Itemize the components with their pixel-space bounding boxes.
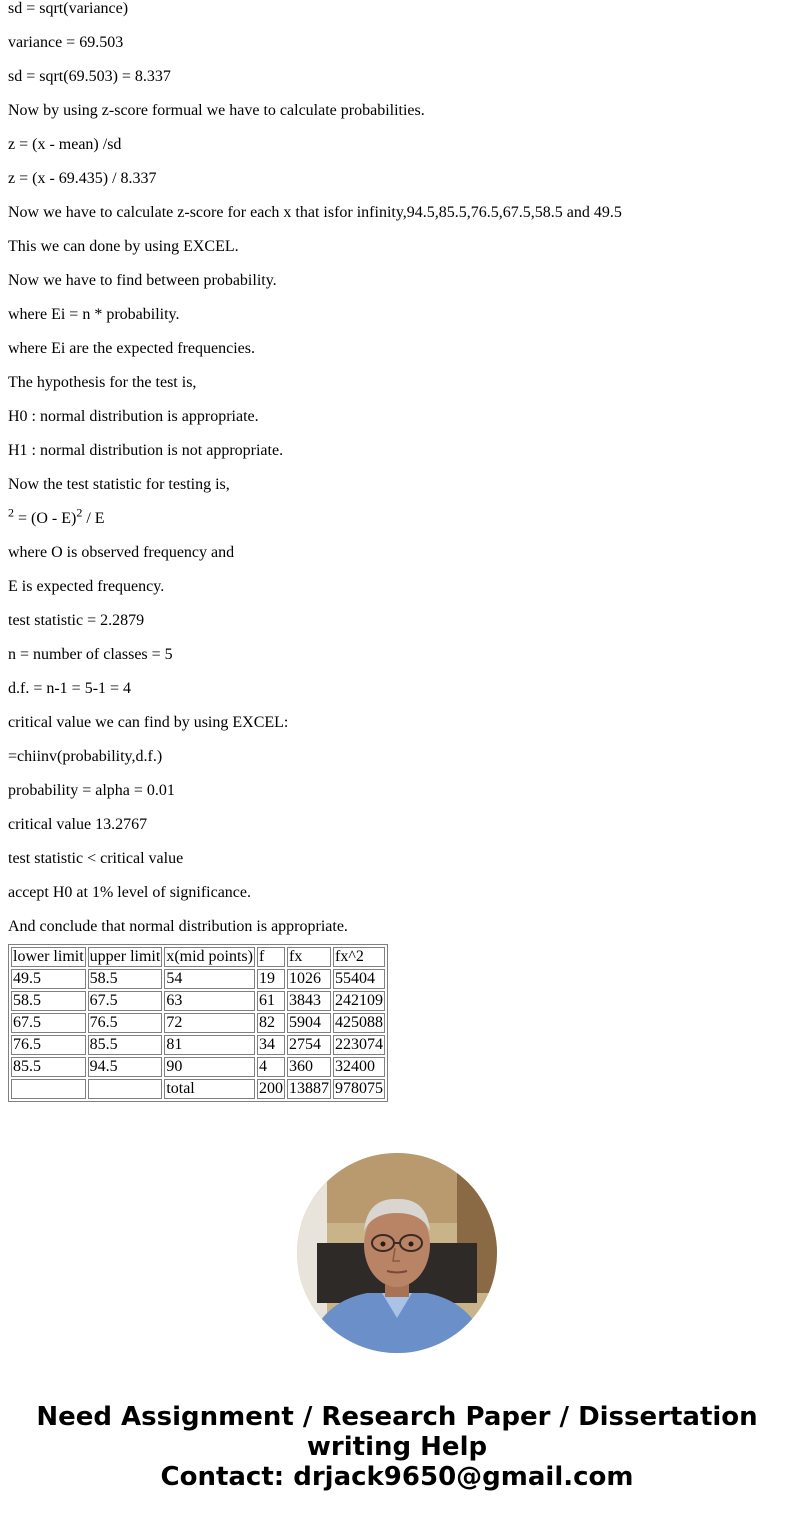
text-line: Now we have to calculate z-score for each x that isfor infinity,94.5,85.5,76.5,67.5,58.5 and 49.5	[8, 204, 622, 221]
table-cell: 81	[164, 1035, 255, 1055]
text-line: The hypothesis for the test is,	[8, 374, 197, 391]
formula-superscript-1: 2	[8, 505, 14, 520]
text-line: where O is observed frequency and	[8, 544, 235, 561]
table-cell: 360	[287, 1057, 331, 1077]
table-cell: 34	[257, 1035, 285, 1055]
table-header-cell: fx	[287, 947, 331, 967]
text-line: d.f. = n-1 = 5-1 = 4	[8, 680, 132, 697]
text-line: test statistic = 2.2879	[8, 612, 145, 629]
table-cell: 85.5	[11, 1057, 86, 1077]
text-line: where Ei are the expected frequencies.	[8, 340, 255, 357]
formula-middle: = (O - E)	[14, 510, 77, 527]
table-row	[11, 1079, 385, 1099]
table-header-row	[11, 947, 385, 967]
table-cell: 67.5	[11, 1013, 86, 1033]
table-cell: 3843	[287, 991, 331, 1011]
table-row	[11, 969, 385, 989]
table-cell: 425088	[334, 1014, 383, 1031]
table-cell: 1026	[287, 969, 331, 989]
table-cell: 200	[258, 1080, 283, 1097]
chi-square-formula	[8, 505, 786, 544]
table-row	[11, 1057, 385, 1077]
table-row	[11, 1035, 385, 1055]
table-cell: 55404	[333, 969, 385, 989]
table-cell: 76.5	[88, 1013, 163, 1033]
text-line: E is expected frequency.	[8, 578, 165, 595]
text-line: accept H0 at 1% level of significance.	[8, 884, 251, 901]
table-cell: 242109	[334, 992, 383, 1009]
table-cell: 58.5	[88, 969, 163, 989]
footer-contact: Contact: drjack9650@gmail.com	[160, 1462, 634, 1492]
text-line: H0 : normal distribution is appropriate.	[8, 408, 259, 425]
text-line: Now by using z-score formual we have to calculate probabilities.	[8, 102, 425, 119]
solution-body	[8, 0, 786, 1102]
solution-lines-part2	[8, 544, 786, 952]
table-cell: 223074	[334, 1036, 383, 1053]
table-header-cell: upper limit	[89, 948, 161, 965]
table-cell: 90	[164, 1057, 255, 1077]
solution-lines-part1	[8, 0, 786, 510]
text-line: And conclude that normal distribution is appropriate.	[8, 918, 348, 935]
table-row	[11, 1013, 385, 1033]
text-line: z = (x - mean) /sd	[8, 136, 122, 153]
table-cell: 72	[164, 1013, 255, 1033]
footer-line-1: Need Assignment / Research Paper / Dissertation	[36, 1402, 758, 1432]
table-cell	[88, 1079, 163, 1099]
table-header-cell: f	[257, 947, 285, 967]
text-line: n = number of classes = 5	[8, 646, 173, 663]
text-line: Now the test statistic for testing is,	[8, 476, 230, 493]
footer-line-2: writing Help	[306, 1432, 488, 1462]
text-line: critical value 13.2767	[8, 816, 148, 833]
table-cell: 63	[164, 991, 255, 1011]
table-cell: 76.5	[11, 1035, 86, 1055]
table-cell: 67.5	[88, 991, 163, 1011]
table-row	[11, 991, 385, 1011]
table-header-cell: fx^2	[333, 947, 385, 967]
table-cell: 2754	[287, 1035, 331, 1055]
table-cell: 5904	[287, 1013, 331, 1033]
formula-superscript-2: 2	[76, 505, 83, 520]
table-header-cell: x(mid points)	[166, 948, 253, 965]
text-line: sd = sqrt(variance)	[8, 0, 129, 17]
text-line: test statistic < critical value	[8, 850, 184, 867]
text-line: z = (x - 69.435) / 8.337	[8, 170, 157, 187]
table-header-cell: lower limit	[13, 948, 84, 965]
table-cell: 85.5	[88, 1035, 163, 1055]
text-line: critical value we can find by using EXCEL:	[8, 714, 289, 731]
table-cell: 82	[257, 1013, 285, 1033]
table-cell: 978075	[334, 1080, 383, 1097]
table-cell: 61	[257, 991, 285, 1011]
table-cell: 19	[257, 969, 285, 989]
table-cell: 94.5	[88, 1057, 163, 1077]
text-line: where Ei = n * probability.	[8, 306, 180, 323]
tutor-avatar	[297, 1153, 497, 1353]
formula-end: / E	[82, 510, 105, 527]
table-cell	[11, 1079, 86, 1099]
table-cell: 13887	[288, 1080, 329, 1097]
text-line: =chiinv(probability,d.f.)	[8, 748, 163, 765]
table-cell: 49.5	[11, 969, 86, 989]
table-cell: total	[164, 1079, 255, 1099]
table-cell: 58.5	[11, 991, 86, 1011]
promo-footer	[0, 1402, 794, 1492]
text-line: Now we have to find between probability.	[8, 272, 277, 289]
text-line: H1 : normal distribution is not appropriate.	[8, 442, 284, 459]
table-cell: 32400	[333, 1057, 385, 1077]
avatar-portrait	[297, 1153, 497, 1353]
text-line: probability = alpha = 0.01	[8, 782, 175, 799]
text-line: This we can done by using EXCEL.	[8, 238, 239, 255]
table-cell: 54	[164, 969, 255, 989]
text-line: variance = 69.503	[8, 34, 124, 51]
text-line: sd = sqrt(69.503) = 8.337	[8, 68, 171, 85]
frequency-table	[8, 944, 388, 1102]
table-cell: 4	[257, 1057, 285, 1077]
